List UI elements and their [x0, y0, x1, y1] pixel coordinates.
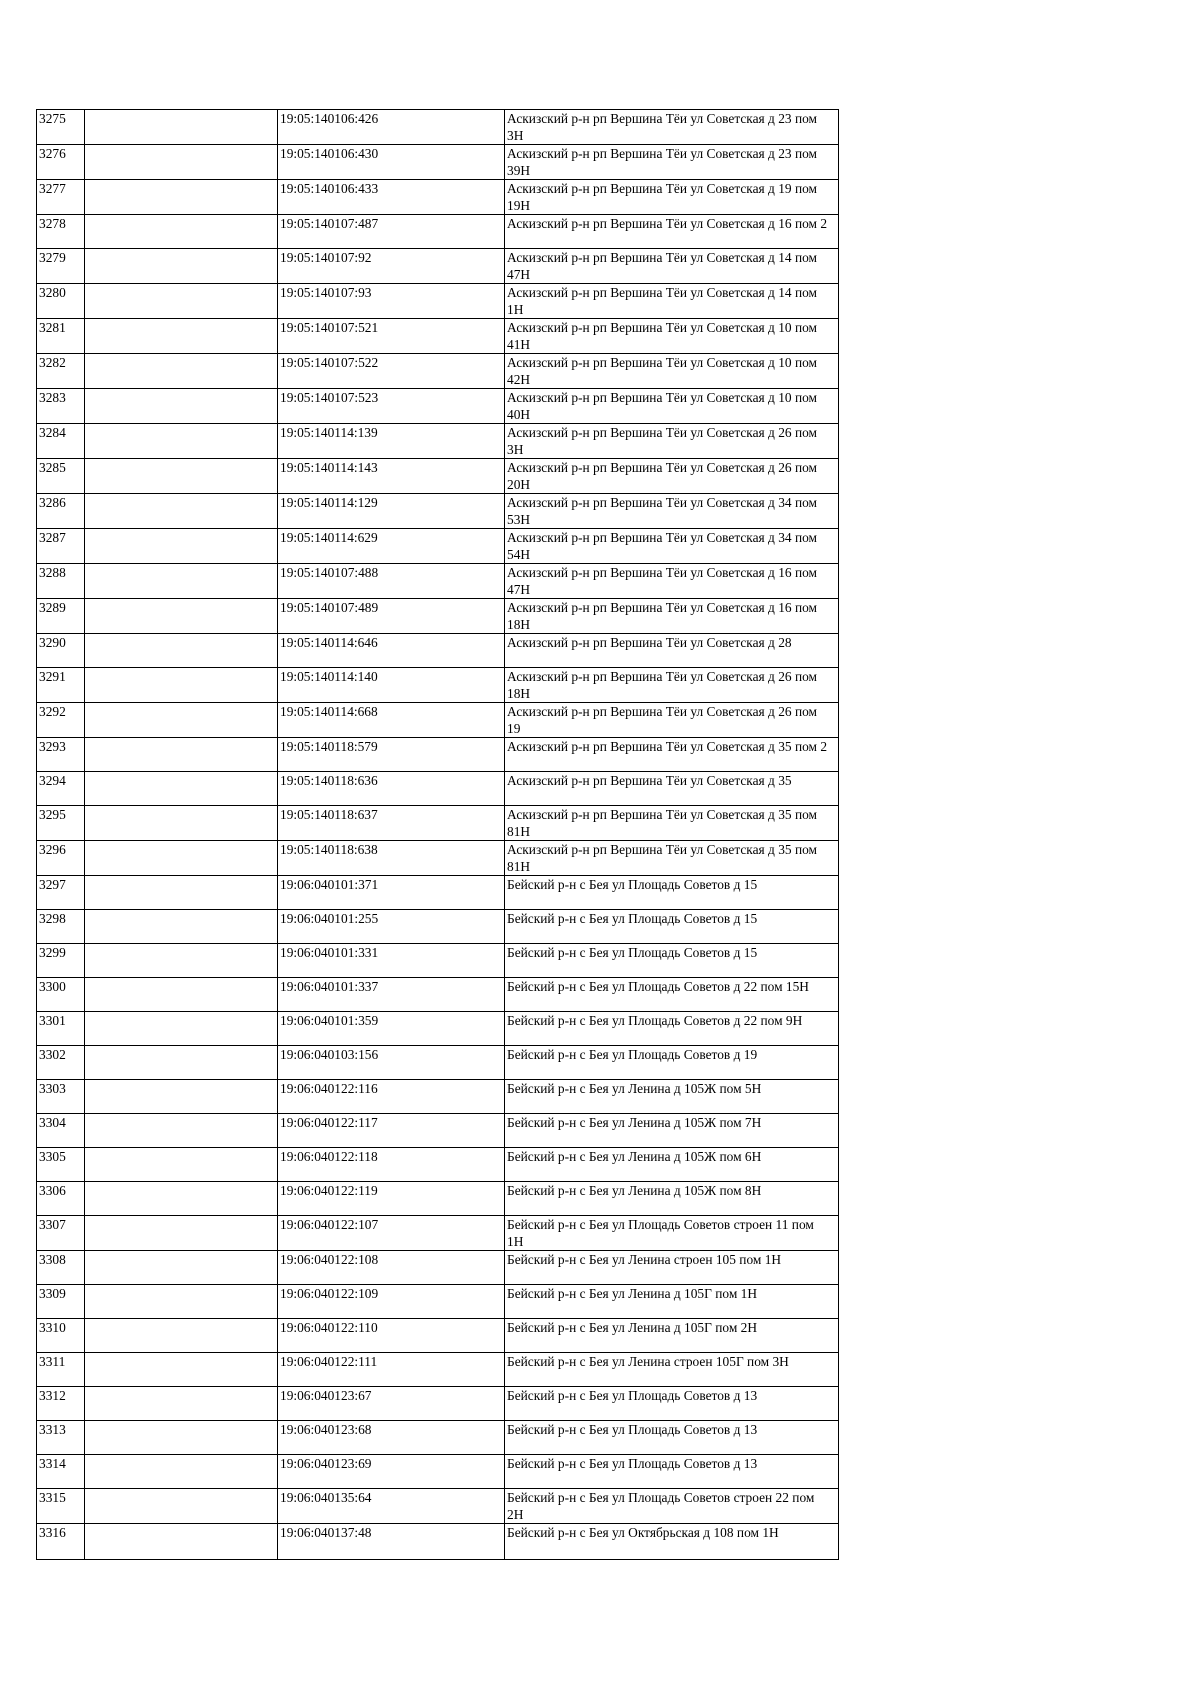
empty-cell [85, 1182, 278, 1216]
cadastral-number-cell: 19:06:040103:156 [278, 1046, 505, 1080]
cadastral-number-cell: 19:06:040122:110 [278, 1319, 505, 1353]
empty-cell [85, 1421, 278, 1455]
table-row [37, 772, 839, 806]
row-number-cell: 3280 [37, 284, 85, 319]
row-number-cell: 3281 [37, 319, 85, 354]
table-row [37, 1285, 839, 1319]
empty-cell [85, 1148, 278, 1182]
property-registry-table [36, 109, 839, 1560]
empty-cell [85, 145, 278, 180]
table-row [37, 841, 839, 876]
row-number-cell: 3305 [37, 1148, 85, 1182]
row-number-cell: 3291 [37, 668, 85, 703]
address-cell: Аскизский р-н рп Вершина Тёи ул Советская д 34 пом 53Н [505, 494, 839, 529]
table-row [37, 703, 839, 738]
row-number-cell: 3295 [37, 806, 85, 841]
address-cell: Бейский р-н с Бея ул Ленина д 105Ж пом 7Н [505, 1114, 839, 1148]
address-cell: Бейский р-н с Бея ул Площадь Советов д 22 пом 15Н [505, 978, 839, 1012]
table-row [37, 145, 839, 180]
address-cell: Бейский р-н с Бея ул Ленина д 105Ж пом 6Н [505, 1148, 839, 1182]
empty-cell [85, 1046, 278, 1080]
address-cell: Бейский р-н с Бея ул Ленина д 105Ж пом 5Н [505, 1080, 839, 1114]
table-row [37, 319, 839, 354]
cadastral-number-cell: 19:06:040101:371 [278, 876, 505, 910]
row-number-cell: 3313 [37, 1421, 85, 1455]
empty-cell [85, 1455, 278, 1489]
table-body [37, 110, 839, 1560]
row-number-cell: 3303 [37, 1080, 85, 1114]
empty-cell [85, 1353, 278, 1387]
table-row [37, 180, 839, 215]
empty-cell [85, 1319, 278, 1353]
address-cell: Аскизский р-н рп Вершина Тёи ул Советская д 35 пом 81Н [505, 841, 839, 876]
cadastral-number-cell: 19:05:140114:140 [278, 668, 505, 703]
address-cell: Бейский р-н с Бея ул Ленина строен 105 пом 1Н [505, 1251, 839, 1285]
table-row [37, 494, 839, 529]
address-cell: Аскизский р-н рп Вершина Тёи ул Советская д 23 пом 39Н [505, 145, 839, 180]
address-cell: Бейский р-н с Бея ул Октябрьская д 108 пом 1Н [505, 1524, 839, 1560]
empty-cell [85, 634, 278, 668]
cadastral-number-cell: 19:06:040123:67 [278, 1387, 505, 1421]
table-row [37, 1387, 839, 1421]
row-number-cell: 3304 [37, 1114, 85, 1148]
cadastral-number-cell: 19:06:040123:68 [278, 1421, 505, 1455]
cadastral-number-cell: 19:05:140107:489 [278, 599, 505, 634]
address-cell: Бейский р-н с Бея ул Площадь Советов строен 11 пом 1Н [505, 1216, 839, 1251]
empty-cell [85, 1285, 278, 1319]
cadastral-number-cell: 19:05:140107:522 [278, 354, 505, 389]
address-cell: Бейский р-н с Бея ул Ленина д 105Г пом 2Н [505, 1319, 839, 1353]
row-number-cell: 3287 [37, 529, 85, 564]
empty-cell [85, 110, 278, 145]
empty-cell [85, 1524, 278, 1560]
empty-cell [85, 1080, 278, 1114]
row-number-cell: 3315 [37, 1489, 85, 1524]
table-row [37, 1148, 839, 1182]
address-cell: Аскизский р-н рп Вершина Тёи ул Советская д 26 пом 20Н [505, 459, 839, 494]
table-row [37, 876, 839, 910]
empty-cell [85, 841, 278, 876]
row-number-cell: 3278 [37, 215, 85, 249]
address-cell: Аскизский р-н рп Вершина Тёи ул Советская д 19 пом 19Н [505, 180, 839, 215]
empty-cell [85, 876, 278, 910]
address-cell: Аскизский р-н рп Вершина Тёи ул Советская д 16 пом 18Н [505, 599, 839, 634]
cadastral-number-cell: 19:06:040101:359 [278, 1012, 505, 1046]
address-cell: Бейский р-н с Бея ул Площадь Советов д 15 [505, 876, 839, 910]
empty-cell [85, 1216, 278, 1251]
table-row [37, 459, 839, 494]
address-cell: Аскизский р-н рп Вершина Тёи ул Советская д 16 пом 47Н [505, 564, 839, 599]
empty-cell [85, 215, 278, 249]
address-cell: Аскизский р-н рп Вершина Тёи ул Советская д 10 пом 40Н [505, 389, 839, 424]
address-cell: Бейский р-н с Бея ул Площадь Советов д 22 пом 9Н [505, 1012, 839, 1046]
cadastral-number-cell: 19:05:140118:579 [278, 738, 505, 772]
table-row [37, 1080, 839, 1114]
row-number-cell: 3302 [37, 1046, 85, 1080]
address-cell: Аскизский р-н рп Вершина Тёи ул Советская д 26 пом 3Н [505, 424, 839, 459]
address-cell: Бейский р-н с Бея ул Ленина д 105Г пом 1Н [505, 1285, 839, 1319]
row-number-cell: 3307 [37, 1216, 85, 1251]
cadastral-number-cell: 19:06:040122:111 [278, 1353, 505, 1387]
row-number-cell: 3297 [37, 876, 85, 910]
table-row [37, 910, 839, 944]
address-cell: Аскизский р-н рп Вершина Тёи ул Советская д 26 пом 19 [505, 703, 839, 738]
address-cell: Аскизский р-н рп Вершина Тёи ул Советская д 14 пом 47Н [505, 249, 839, 284]
address-cell: Аскизский р-н рп Вершина Тёи ул Советская д 34 пом 54Н [505, 529, 839, 564]
cadastral-number-cell: 19:05:140114:668 [278, 703, 505, 738]
row-number-cell: 3309 [37, 1285, 85, 1319]
cadastral-number-cell: 19:06:040122:119 [278, 1182, 505, 1216]
address-cell: Аскизский р-н рп Вершина Тёи ул Советская д 23 пом 3Н [505, 110, 839, 145]
table-row [37, 215, 839, 249]
cadastral-number-cell: 19:05:140107:521 [278, 319, 505, 354]
empty-cell [85, 424, 278, 459]
table-row [37, 1353, 839, 1387]
table-row [37, 944, 839, 978]
table-row [37, 738, 839, 772]
address-cell: Бейский р-н с Бея ул Площадь Советов д 19 [505, 1046, 839, 1080]
address-cell: Аскизский р-н рп Вершина Тёи ул Советская д 14 пом 1Н [505, 284, 839, 319]
cadastral-number-cell: 19:06:040122:107 [278, 1216, 505, 1251]
row-number-cell: 3310 [37, 1319, 85, 1353]
table-row [37, 354, 839, 389]
table-row [37, 1455, 839, 1489]
cadastral-number-cell: 19:05:140118:638 [278, 841, 505, 876]
cadastral-number-cell: 19:05:140106:430 [278, 145, 505, 180]
cadastral-number-cell: 19:06:040122:108 [278, 1251, 505, 1285]
cadastral-number-cell: 19:05:140114:143 [278, 459, 505, 494]
address-cell: Бейский р-н с Бея ул Ленина д 105Ж пом 8Н [505, 1182, 839, 1216]
address-cell: Бейский р-н с Бея ул Площадь Советов д 13 [505, 1387, 839, 1421]
address-cell: Аскизский р-н рп Вершина Тёи ул Советская д 35 [505, 772, 839, 806]
cadastral-number-cell: 19:05:140107:92 [278, 249, 505, 284]
cadastral-number-cell: 19:05:140107:488 [278, 564, 505, 599]
address-cell: Бейский р-н с Бея ул Площадь Советов д 15 [505, 944, 839, 978]
table-row [37, 599, 839, 634]
cadastral-number-cell: 19:06:040122:116 [278, 1080, 505, 1114]
cadastral-number-cell: 19:05:140107:523 [278, 389, 505, 424]
row-number-cell: 3290 [37, 634, 85, 668]
empty-cell [85, 978, 278, 1012]
address-cell: Аскизский р-н рп Вершина Тёи ул Советская д 16 пом 2 [505, 215, 839, 249]
row-number-cell: 3277 [37, 180, 85, 215]
empty-cell [85, 1489, 278, 1524]
cadastral-number-cell: 19:05:140107:487 [278, 215, 505, 249]
table-row [37, 1046, 839, 1080]
address-cell: Бейский р-н с Бея ул Площадь Советов д 15 [505, 910, 839, 944]
row-number-cell: 3289 [37, 599, 85, 634]
table-row [37, 389, 839, 424]
row-number-cell: 3282 [37, 354, 85, 389]
empty-cell [85, 459, 278, 494]
row-number-cell: 3279 [37, 249, 85, 284]
row-number-cell: 3300 [37, 978, 85, 1012]
table-row [37, 249, 839, 284]
row-number-cell: 3283 [37, 389, 85, 424]
empty-cell [85, 806, 278, 841]
cadastral-number-cell: 19:05:140114:129 [278, 494, 505, 529]
cadastral-number-cell: 19:06:040122:117 [278, 1114, 505, 1148]
empty-cell [85, 944, 278, 978]
table-row [37, 110, 839, 145]
row-number-cell: 3316 [37, 1524, 85, 1560]
address-cell: Аскизский р-н рп Вершина Тёи ул Советская д 28 [505, 634, 839, 668]
row-number-cell: 3275 [37, 110, 85, 145]
empty-cell [85, 354, 278, 389]
row-number-cell: 3314 [37, 1455, 85, 1489]
empty-cell [85, 529, 278, 564]
table-row [37, 668, 839, 703]
address-cell: Аскизский р-н рп Вершина Тёи ул Советская д 10 пом 41Н [505, 319, 839, 354]
cadastral-number-cell: 19:06:040123:69 [278, 1455, 505, 1489]
row-number-cell: 3301 [37, 1012, 85, 1046]
cadastral-number-cell: 19:06:040137:48 [278, 1524, 505, 1560]
cadastral-number-cell: 19:06:040135:64 [278, 1489, 505, 1524]
row-number-cell: 3308 [37, 1251, 85, 1285]
table-row [37, 529, 839, 564]
empty-cell [85, 284, 278, 319]
cadastral-number-cell: 19:05:140114:139 [278, 424, 505, 459]
table-row [37, 1012, 839, 1046]
row-number-cell: 3285 [37, 459, 85, 494]
table-row [37, 1216, 839, 1251]
address-cell: Аскизский р-н рп Вершина Тёи ул Советская д 35 пом 81Н [505, 806, 839, 841]
cadastral-number-cell: 19:06:040101:255 [278, 910, 505, 944]
cadastral-number-cell: 19:06:040101:337 [278, 978, 505, 1012]
row-number-cell: 3306 [37, 1182, 85, 1216]
empty-cell [85, 1251, 278, 1285]
table-row [37, 634, 839, 668]
table-row [37, 1489, 839, 1524]
cadastral-number-cell: 19:05:140106:426 [278, 110, 505, 145]
address-cell: Бейский р-н с Бея ул Площадь Советов д 13 [505, 1421, 839, 1455]
address-cell: Бейский р-н с Бея ул Площадь Советов д 13 [505, 1455, 839, 1489]
empty-cell [85, 389, 278, 424]
empty-cell [85, 738, 278, 772]
row-number-cell: 3276 [37, 145, 85, 180]
cadastral-number-cell: 19:06:040101:331 [278, 944, 505, 978]
row-number-cell: 3294 [37, 772, 85, 806]
cadastral-number-cell: 19:05:140118:636 [278, 772, 505, 806]
empty-cell [85, 249, 278, 284]
cadastral-number-cell: 19:06:040122:109 [278, 1285, 505, 1319]
row-number-cell: 3311 [37, 1353, 85, 1387]
address-cell: Бейский р-н с Бея ул Ленина строен 105Г пом 3Н [505, 1353, 839, 1387]
table-row [37, 424, 839, 459]
table-row [37, 1114, 839, 1148]
address-cell: Аскизский р-н рп Вершина Тёи ул Советская д 35 пом 2 [505, 738, 839, 772]
empty-cell [85, 599, 278, 634]
empty-cell [85, 703, 278, 738]
empty-cell [85, 564, 278, 599]
cadastral-number-cell: 19:05:140114:629 [278, 529, 505, 564]
table-row [37, 284, 839, 319]
empty-cell [85, 668, 278, 703]
empty-cell [85, 1387, 278, 1421]
cadastral-number-cell: 19:06:040122:118 [278, 1148, 505, 1182]
empty-cell [85, 180, 278, 215]
table-row [37, 1421, 839, 1455]
row-number-cell: 3293 [37, 738, 85, 772]
empty-cell [85, 1012, 278, 1046]
table-row [37, 978, 839, 1012]
empty-cell [85, 772, 278, 806]
row-number-cell: 3299 [37, 944, 85, 978]
row-number-cell: 3288 [37, 564, 85, 599]
row-number-cell: 3286 [37, 494, 85, 529]
cadastral-number-cell: 19:05:140118:637 [278, 806, 505, 841]
table-row [37, 1319, 839, 1353]
row-number-cell: 3312 [37, 1387, 85, 1421]
row-number-cell: 3284 [37, 424, 85, 459]
empty-cell [85, 1114, 278, 1148]
cadastral-number-cell: 19:05:140114:646 [278, 634, 505, 668]
address-cell: Аскизский р-н рп Вершина Тёи ул Советская д 10 пом 42Н [505, 354, 839, 389]
empty-cell [85, 494, 278, 529]
row-number-cell: 3296 [37, 841, 85, 876]
table-row [37, 1251, 839, 1285]
table-row [37, 564, 839, 599]
row-number-cell: 3292 [37, 703, 85, 738]
cadastral-number-cell: 19:05:140106:433 [278, 180, 505, 215]
table-row [37, 806, 839, 841]
table-row [37, 1182, 839, 1216]
address-cell: Аскизский р-н рп Вершина Тёи ул Советская д 26 пом 18Н [505, 668, 839, 703]
empty-cell [85, 319, 278, 354]
address-cell: Бейский р-н с Бея ул Площадь Советов строен 22 пом 2Н [505, 1489, 839, 1524]
row-number-cell: 3298 [37, 910, 85, 944]
table-row [37, 1524, 839, 1560]
empty-cell [85, 910, 278, 944]
cadastral-number-cell: 19:05:140107:93 [278, 284, 505, 319]
